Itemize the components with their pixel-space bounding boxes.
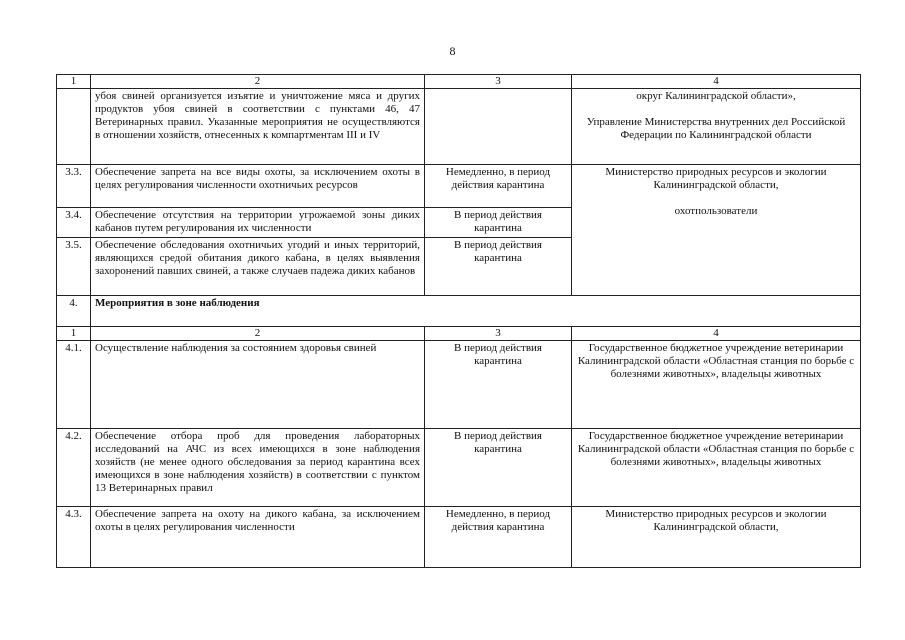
row-number: 4.1. xyxy=(57,341,91,429)
column-header-row xyxy=(57,75,861,89)
table-row xyxy=(57,165,861,208)
table-row xyxy=(57,89,861,165)
section-number: 4. xyxy=(57,296,91,327)
executor-text: Государственное бюджетное учреждение ветеринарии Калининградской области «Областная станция по борьбе с болезнями животных», владельцы животных xyxy=(572,429,861,507)
section-title: Мероприятия в зоне наблюдения xyxy=(91,296,861,327)
row-number: 3.4. xyxy=(57,208,91,238)
column-header-row xyxy=(57,327,861,341)
page-number: 8 xyxy=(449,44,456,58)
executor-text: Государственное бюджетное учреждение ветеринарии Калининградской области «Областная станция по борьбе с болезнями животных», владельцы животных xyxy=(572,341,861,429)
executor-text xyxy=(572,89,861,165)
table-row xyxy=(57,507,861,568)
row-number: 3.3. xyxy=(57,165,91,208)
executor-text xyxy=(572,165,861,296)
executor-line: Министерство природных ресурсов и экологии Калининградской области, xyxy=(605,166,827,191)
column-header-1: 1 xyxy=(57,327,91,341)
executor-line: охотпользователи xyxy=(674,205,758,217)
executor-line: Управление Министерства внутренних дел Российской Федерации по Калининградской области xyxy=(586,116,846,141)
row-number: 4.3. xyxy=(57,507,91,568)
table-row xyxy=(57,429,861,507)
measures-table xyxy=(56,74,861,568)
term-text: В период действия карантина xyxy=(425,429,572,507)
column-header-4: 4 xyxy=(572,75,861,89)
executor-text: Министерство природных ресурсов и экологии Калининградской области, xyxy=(572,507,861,568)
measure-text: Обеспечение запрета на все виды охоты, за исключением охоты в целях регулирования численности охотничьих ресурсов xyxy=(91,165,425,208)
column-header-3: 3 xyxy=(425,327,572,341)
measure-text: Обеспечение отсутствия на территории угрожаемой зоны диких кабанов путем регулирования их численности xyxy=(91,208,425,238)
term-text: Немедленно, в период действия карантина xyxy=(425,165,572,208)
row-number: 4.2. xyxy=(57,429,91,507)
measure-text: Обеспечение отбора проб для проведения лабораторных исследований на АЧС из всех имеющихся в зоне наблюдения хозяйств (не менее одного обследования за период карантина всех имеющихся в зоне наблюдения хозяйств) в соответствии с пунктом 13 Ветеринарных правил xyxy=(91,429,425,507)
column-header-3: 3 xyxy=(425,75,572,89)
column-header-2: 2 xyxy=(91,327,425,341)
row-number xyxy=(57,89,91,165)
measure-text: Обеспечение обследования охотничьих угодий и иных территорий, являющихся средой обитания дикого кабана, в целях выявления захоронений павших свиней, а также случаев падежа диких кабанов xyxy=(91,238,425,296)
section-row xyxy=(57,296,861,327)
row-number: 3.5. xyxy=(57,238,91,296)
executor-line: округ Калининградской области», xyxy=(636,90,796,102)
term-text: В период действия карантина xyxy=(425,208,572,238)
measure-text: Осуществление наблюдения за состоянием здоровья свиней xyxy=(91,341,425,429)
term-text xyxy=(425,89,572,165)
measure-text: убоя свиней организуется изъятие и уничтожение мяса и других продуктов убоя свиней в соответствии с пунктами 46, 47 Ветеринарных правил. Указанные мероприятия не осуществляются в отношении хозяйств, отнесенных к компартментам III и IV xyxy=(91,89,425,165)
term-text: В период действия карантина xyxy=(425,238,572,296)
term-text: В период действия карантина xyxy=(425,341,572,429)
column-header-1: 1 xyxy=(57,75,91,89)
measure-text: Обеспечение запрета на охоту на дикого кабана, за исключением охоты в целях регулирования численности xyxy=(91,507,425,568)
term-text: Немедленно, в период действия карантина xyxy=(425,507,572,568)
column-header-2: 2 xyxy=(91,75,425,89)
column-header-4: 4 xyxy=(572,327,861,341)
table-row xyxy=(57,341,861,429)
